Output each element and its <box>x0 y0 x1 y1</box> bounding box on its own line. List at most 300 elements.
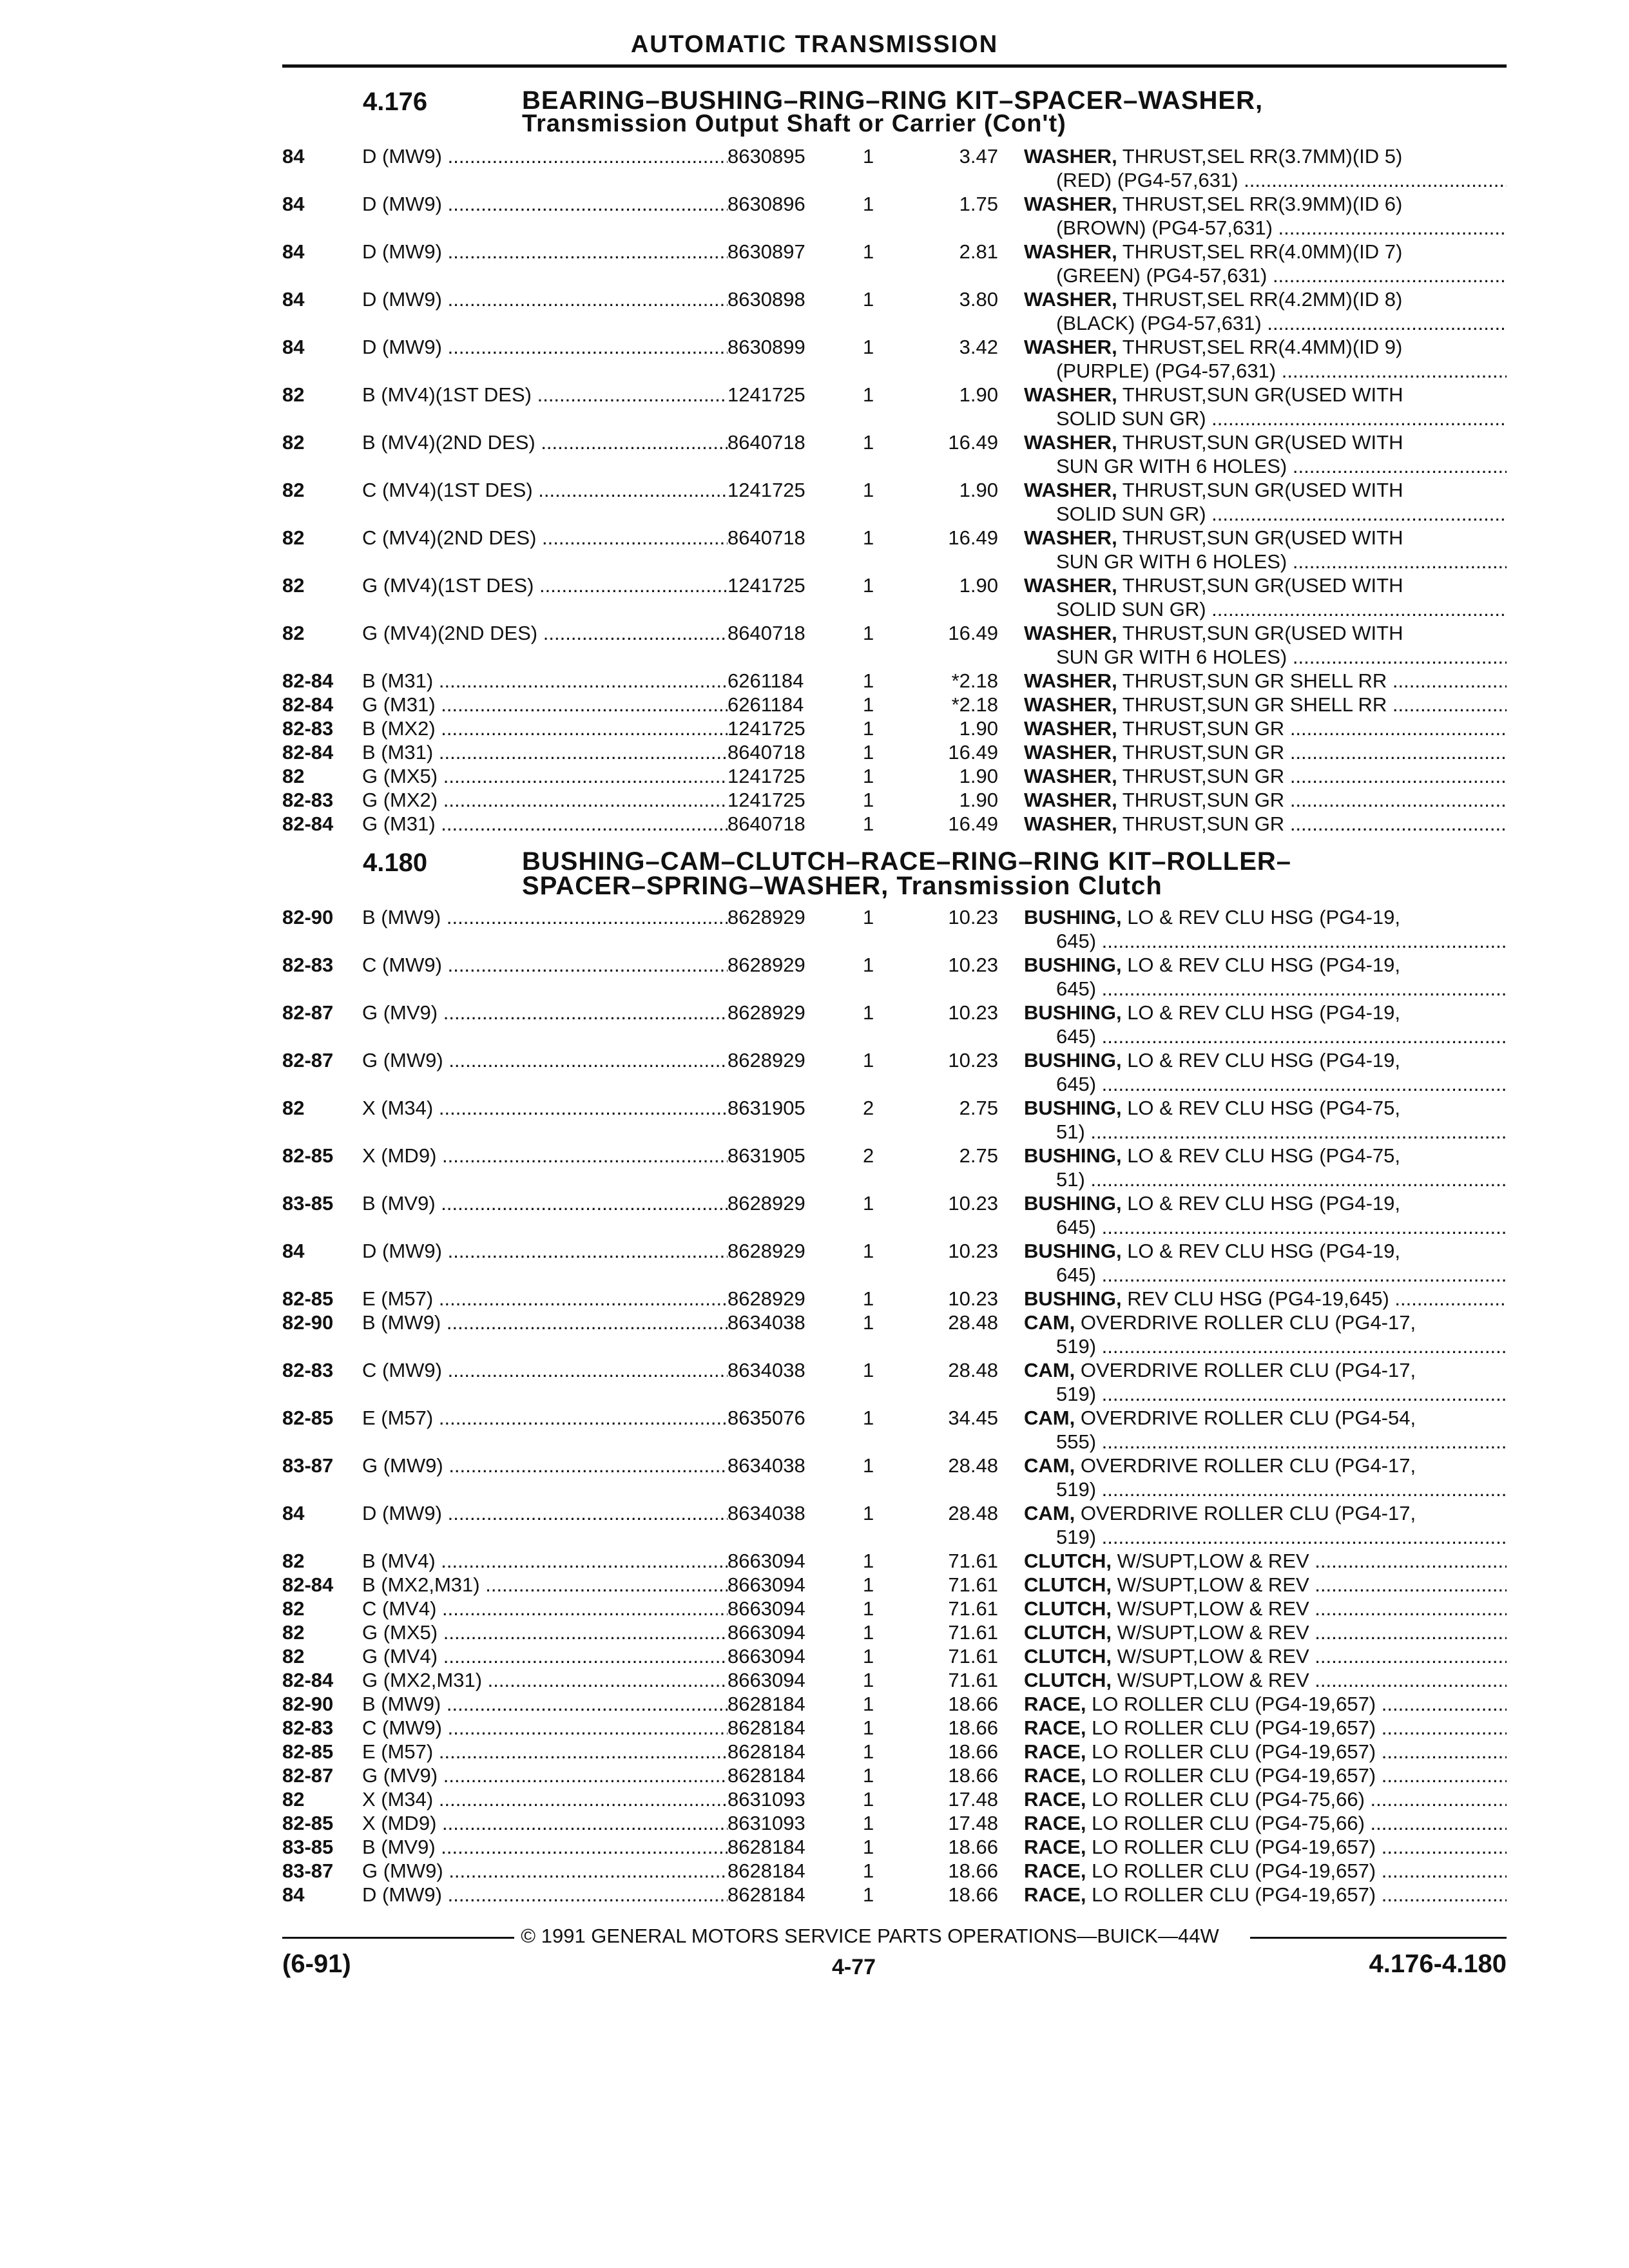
part-name: WASHER, <box>1024 145 1117 168</box>
year-range: 84 <box>282 1502 305 1524</box>
price: 1.90 <box>959 789 998 811</box>
part-detail: LO & REV CLU HSG (PG4-75, <box>1121 1097 1400 1119</box>
table-row <box>282 1835 1507 1859</box>
part-detail: LO & REV CLU HSG (PG4-19, <box>1121 906 1400 928</box>
continuation-text: 51) ..... <box>1056 1168 1507 1191</box>
model-code: D (MW9) ..... <box>362 240 728 264</box>
part-number: 8628184 <box>728 1860 805 1882</box>
model-code: B (M31) ..... <box>362 669 728 693</box>
quantity: 1 <box>863 1454 874 1477</box>
part-description <box>1024 573 1507 597</box>
model-code: X (MD9) ..... <box>362 1144 728 1168</box>
year-range: 82-85 <box>282 1812 334 1834</box>
description-continuation <box>282 1024 1507 1048</box>
part-description <box>1024 1549 1507 1573</box>
part-detail: LO & REV CLU HSG (PG4-19, <box>1121 1192 1400 1215</box>
description-continuation <box>282 216 1507 240</box>
quantity: 1 <box>863 669 874 692</box>
part-detail: THRUST,SUN GR(USED WITH <box>1117 431 1403 454</box>
part-name: BUSHING, <box>1024 1049 1122 1072</box>
model-code: G (MW9) ..... <box>362 1859 728 1883</box>
table-row <box>282 192 1507 216</box>
quantity: 1 <box>863 1764 874 1787</box>
quantity: 1 <box>863 1240 874 1262</box>
quantity: 1 <box>863 765 874 787</box>
year-range: 83-87 <box>282 1454 334 1477</box>
part-detail: LO & REV CLU HSG (PG4-19, <box>1121 1049 1400 1072</box>
model-code: D (MW9) ..... <box>362 1501 728 1525</box>
quantity: 1 <box>863 1502 874 1524</box>
price: 10.23 <box>948 954 998 976</box>
year-range: 83-85 <box>282 1192 334 1215</box>
model-code: D (MW9) ..... <box>362 144 728 168</box>
part-description <box>1024 1311 1507 1334</box>
part-number: 8628929 <box>728 1287 805 1310</box>
table-row <box>282 1763 1507 1787</box>
description-continuation <box>282 1382 1507 1406</box>
year-range: 83-87 <box>282 1860 334 1882</box>
year-range: 82-90 <box>282 1693 334 1715</box>
part-description <box>1024 335 1507 359</box>
table-row <box>282 1644 1507 1668</box>
part-detail: LO ROLLER CLU (PG4-75,66) <box>1086 1788 1365 1811</box>
year-range: 82 <box>282 1645 305 1667</box>
quantity: 1 <box>863 383 874 406</box>
part-name: CLUTCH, <box>1024 1573 1112 1596</box>
part-name: RACE, <box>1024 1764 1086 1787</box>
model-code: B (MV4) ..... <box>362 1549 728 1573</box>
part-description <box>1024 1692 1507 1716</box>
section-subtitle: Transmission Output Shaft or Carrier (Con't) <box>522 110 1066 137</box>
part-name: RACE, <box>1024 1836 1086 1858</box>
table-row <box>282 526 1507 550</box>
part-description <box>1024 1597 1507 1620</box>
description-continuation <box>282 1525 1507 1549</box>
model-code: G (MV4)(2ND DES) ..... <box>362 621 728 645</box>
table-row <box>282 1191 1507 1215</box>
part-name: CAM, <box>1024 1407 1075 1429</box>
part-detail: REV CLU HSG (PG4-19,645) <box>1121 1287 1389 1310</box>
footer-copyright: © 1991 GENERAL MOTORS SERVICE PARTS OPERATIONS—BUICK—44W <box>521 1925 1219 1947</box>
year-range: 82 <box>282 1788 305 1811</box>
quantity: 1 <box>863 479 874 501</box>
year-range: 82 <box>282 1550 305 1572</box>
price: 71.61 <box>948 1550 998 1572</box>
part-description <box>1024 1644 1507 1668</box>
model-code: G (MV4) ..... <box>362 1644 728 1668</box>
year-range: 82-83 <box>282 1716 334 1739</box>
continuation-text: 645) ..... <box>1056 1216 1507 1238</box>
model-code: C (MW9) ..... <box>362 1716 728 1740</box>
part-number: 8628929 <box>728 1049 805 1072</box>
quantity: 1 <box>863 1573 874 1596</box>
table-row <box>282 383 1507 407</box>
part-number: 8628929 <box>728 954 805 976</box>
part-detail: LO ROLLER CLU (PG4-19,657) <box>1086 1836 1376 1858</box>
part-name: CAM, <box>1024 1311 1075 1334</box>
price: 71.61 <box>948 1645 998 1667</box>
part-number: 8634038 <box>728 1359 805 1381</box>
part-description <box>1024 526 1507 550</box>
continuation-text: 645) ..... <box>1056 1025 1507 1048</box>
table-row <box>282 1454 1507 1477</box>
part-description <box>1024 192 1507 216</box>
part-description <box>1024 1501 1507 1525</box>
table-row <box>282 240 1507 264</box>
part-name: RACE, <box>1024 1693 1086 1715</box>
quantity: 1 <box>863 717 874 740</box>
model-code: C (MW9) ..... <box>362 953 728 977</box>
description-continuation <box>282 977 1507 1001</box>
part-name: WASHER, <box>1024 383 1117 406</box>
part-number: 8663094 <box>728 1550 805 1572</box>
model-code: G (MW9) ..... <box>362 1048 728 1072</box>
model-code: G (M31) ..... <box>362 693 728 716</box>
quantity: 1 <box>863 1716 874 1739</box>
price: 1.90 <box>959 479 998 501</box>
part-number: 1241725 <box>728 383 805 406</box>
year-range: 82-83 <box>282 789 334 811</box>
price: 10.23 <box>948 906 998 928</box>
part-description <box>1024 788 1507 812</box>
part-number: 8640718 <box>728 431 805 454</box>
part-description <box>1024 1239 1507 1263</box>
continuation-text: 645) ..... <box>1056 977 1507 1000</box>
part-name: CLUTCH, <box>1024 1621 1112 1644</box>
continuation-text: SUN GR WITH 6 HOLES) ..... <box>1056 646 1507 668</box>
part-number: 6261184 <box>728 669 804 692</box>
price: 3.42 <box>959 336 998 358</box>
continuation-text: 519) ..... <box>1056 1383 1507 1405</box>
continuation-text: 645) ..... <box>1056 930 1507 952</box>
quantity: 1 <box>863 1407 874 1429</box>
year-range: 82 <box>282 1097 305 1119</box>
part-number: 8634038 <box>728 1454 805 1477</box>
footer-rule-right <box>1250 1937 1507 1939</box>
table-row <box>282 716 1507 740</box>
part-number: 8628184 <box>728 1883 805 1906</box>
part-name: WASHER, <box>1024 669 1117 692</box>
part-name: WASHER, <box>1024 622 1117 644</box>
part-number: 8634038 <box>728 1502 805 1524</box>
price: *2.18 <box>951 693 998 716</box>
quantity: 1 <box>863 1597 874 1620</box>
part-name: BUSHING, <box>1024 1287 1122 1310</box>
table-row <box>282 1406 1507 1430</box>
price: 10.23 <box>948 1240 998 1262</box>
quantity: 1 <box>863 622 874 644</box>
year-range: 82-84 <box>282 669 334 692</box>
price: 3.80 <box>959 288 998 311</box>
price: 28.48 <box>948 1311 998 1334</box>
year-range: 82-90 <box>282 1311 334 1334</box>
price: 18.66 <box>948 1883 998 1906</box>
table-row <box>282 1239 1507 1263</box>
description-continuation <box>282 1120 1507 1144</box>
part-detail: W/SUPT,LOW & REV <box>1112 1669 1309 1691</box>
part-name: CAM, <box>1024 1502 1075 1524</box>
year-range: 82 <box>282 1597 305 1620</box>
price: 1.90 <box>959 383 998 406</box>
year-range: 82 <box>282 383 305 406</box>
part-detail: OVERDRIVE ROLLER CLU (PG4-17, <box>1075 1359 1416 1381</box>
part-name: BUSHING, <box>1024 1192 1122 1215</box>
part-description <box>1024 1358 1507 1382</box>
part-description <box>1024 287 1507 311</box>
table-row <box>282 1620 1507 1644</box>
model-code: C (MV4) ..... <box>362 1597 728 1620</box>
part-name: RACE, <box>1024 1716 1086 1739</box>
table-row <box>282 1859 1507 1883</box>
part-description <box>1024 740 1507 764</box>
part-name: WASHER, <box>1024 693 1117 716</box>
quantity: 1 <box>863 145 874 168</box>
part-description <box>1024 1811 1507 1835</box>
continuation-text: SUN GR WITH 6 HOLES) ..... <box>1056 550 1507 573</box>
table-row <box>282 430 1507 454</box>
quantity: 1 <box>863 812 874 835</box>
part-name: WASHER, <box>1024 789 1117 811</box>
model-code: E (M57) ..... <box>362 1740 728 1763</box>
model-code: D (MW9) ..... <box>362 1239 728 1263</box>
part-name: BUSHING, <box>1024 1001 1122 1024</box>
continuation-text: 519) ..... <box>1056 1335 1507 1358</box>
table-row <box>282 144 1507 168</box>
section-range: 4.176-4.180 <box>1369 1950 1507 1978</box>
table-row <box>282 1668 1507 1692</box>
model-code: D (MW9) ..... <box>362 287 728 311</box>
part-detail: THRUST,SUN GR(USED WITH <box>1117 574 1403 597</box>
price: 1.90 <box>959 717 998 740</box>
price: 10.23 <box>948 1287 998 1310</box>
table-row <box>282 1549 1507 1573</box>
part-description <box>1024 1287 1507 1311</box>
quantity: 1 <box>863 1836 874 1858</box>
part-description <box>1024 1573 1507 1597</box>
part-description <box>1024 430 1507 454</box>
table-row <box>282 1096 1507 1120</box>
price: 28.48 <box>948 1502 998 1524</box>
quantity: 1 <box>863 1001 874 1024</box>
price: 18.66 <box>948 1693 998 1715</box>
quantity: 1 <box>863 906 874 928</box>
part-number: 8628184 <box>728 1740 805 1763</box>
part-name: WASHER, <box>1024 240 1117 263</box>
table-row <box>282 1811 1507 1835</box>
model-code: D (MW9) ..... <box>362 192 728 216</box>
continuation-text: 645) ..... <box>1056 1264 1507 1286</box>
description-continuation <box>282 550 1507 573</box>
description-continuation <box>282 454 1507 478</box>
quantity: 1 <box>863 1049 874 1072</box>
year-range: 82 <box>282 431 305 454</box>
part-number: 8663094 <box>728 1573 805 1596</box>
description-continuation <box>282 311 1507 335</box>
table-row <box>282 740 1507 764</box>
part-detail: THRUST,SUN GR(USED WITH <box>1117 479 1403 501</box>
footer-date: (6-91) <box>282 1950 351 1978</box>
table-row <box>282 669 1507 693</box>
quantity: 1 <box>863 1621 874 1644</box>
continuation-text: SUN GR WITH 6 HOLES) ..... <box>1056 455 1507 477</box>
part-number: 8663094 <box>728 1597 805 1620</box>
part-number: 8628184 <box>728 1764 805 1787</box>
part-description <box>1024 905 1507 929</box>
part-number: 8631093 <box>728 1812 805 1834</box>
year-range: 84 <box>282 240 305 263</box>
part-detail: THRUST,SUN GR <box>1117 765 1285 787</box>
part-description <box>1024 383 1507 407</box>
part-number: 8634038 <box>728 1311 805 1334</box>
price: 16.49 <box>948 622 998 644</box>
section-number: 4.176 <box>363 88 428 116</box>
table-row <box>282 1597 1507 1620</box>
continuation-text: SOLID SUN GR) ..... <box>1056 407 1507 430</box>
part-description <box>1024 1668 1507 1692</box>
part-number: 8628929 <box>728 1192 805 1215</box>
price: 18.66 <box>948 1740 998 1763</box>
part-name: CLUTCH, <box>1024 1550 1112 1572</box>
part-detail: THRUST,SEL RR(3.9MM)(ID 6) <box>1117 193 1403 215</box>
part-name: WASHER, <box>1024 336 1117 358</box>
price: 71.61 <box>948 1669 998 1691</box>
part-name: CLUTCH, <box>1024 1645 1112 1667</box>
model-code: D (MW9) ..... <box>362 1883 728 1907</box>
part-description <box>1024 764 1507 788</box>
part-number: 8663094 <box>728 1669 805 1691</box>
part-detail: W/SUPT,LOW & REV <box>1112 1550 1309 1572</box>
part-detail: THRUST,SEL RR(4.0MM)(ID 7) <box>1117 240 1403 263</box>
part-detail: THRUST,SUN GR <box>1117 812 1285 835</box>
year-range: 82 <box>282 574 305 597</box>
quantity: 2 <box>863 1144 874 1167</box>
part-detail: THRUST,SUN GR(USED WITH <box>1117 622 1403 644</box>
price: 18.66 <box>948 1716 998 1739</box>
table-row <box>282 1048 1507 1072</box>
part-number: 1241725 <box>728 765 805 787</box>
part-description <box>1024 1144 1507 1168</box>
continuation-text: (BLACK) (PG4-57,631) ..... <box>1056 312 1507 334</box>
part-detail: THRUST,SUN GR(USED WITH <box>1117 526 1403 549</box>
model-code: B (M31) ..... <box>362 740 728 764</box>
parts-list-section-1 <box>282 144 1507 836</box>
part-description <box>1024 812 1507 836</box>
year-range: 82-84 <box>282 812 334 835</box>
table-row <box>282 1883 1507 1907</box>
quantity: 1 <box>863 1860 874 1882</box>
part-number: 6261184 <box>728 693 804 716</box>
part-number: 8640718 <box>728 741 805 764</box>
part-description <box>1024 478 1507 502</box>
part-detail: THRUST,SUN GR <box>1117 789 1285 811</box>
quantity: 1 <box>863 288 874 311</box>
model-code: X (M34) ..... <box>362 1787 728 1811</box>
parts-list-section-2 <box>282 905 1507 1907</box>
description-continuation <box>282 264 1507 287</box>
part-detail: LO & REV CLU HSG (PG4-19, <box>1121 1240 1400 1262</box>
part-name: RACE, <box>1024 1883 1086 1906</box>
price: 2.81 <box>959 240 998 263</box>
quantity: 1 <box>863 1645 874 1667</box>
year-range: 82-84 <box>282 1573 334 1596</box>
description-continuation <box>282 1477 1507 1501</box>
part-name: WASHER, <box>1024 765 1117 787</box>
table-row <box>282 788 1507 812</box>
part-number: 8628184 <box>728 1716 805 1739</box>
model-code: B (MX2) ..... <box>362 716 728 740</box>
part-description <box>1024 1096 1507 1120</box>
part-description <box>1024 1620 1507 1644</box>
part-description <box>1024 1001 1507 1024</box>
part-description <box>1024 716 1507 740</box>
part-detail: OVERDRIVE ROLLER CLU (PG4-17, <box>1075 1454 1416 1477</box>
part-detail: LO & REV CLU HSG (PG4-19, <box>1121 1001 1400 1024</box>
continuation-text: 51) ..... <box>1056 1120 1507 1143</box>
price: 71.61 <box>948 1621 998 1644</box>
quantity: 1 <box>863 1669 874 1691</box>
part-detail: LO & REV CLU HSG (PG4-19, <box>1121 954 1400 976</box>
part-description <box>1024 669 1507 693</box>
description-continuation <box>282 1072 1507 1096</box>
part-detail: THRUST,SEL RR(4.4MM)(ID 9) <box>1117 336 1403 358</box>
part-number: 8628184 <box>728 1693 805 1715</box>
page-number: 4-77 <box>831 1955 876 1979</box>
year-range: 84 <box>282 193 305 215</box>
quantity: 1 <box>863 526 874 549</box>
part-name: WASHER, <box>1024 812 1117 835</box>
price: 10.23 <box>948 1049 998 1072</box>
part-number: 1241725 <box>728 574 805 597</box>
part-number: 8631905 <box>728 1144 805 1167</box>
price: 2.75 <box>959 1097 998 1119</box>
part-description <box>1024 1740 1507 1763</box>
year-range: 82-84 <box>282 1669 334 1691</box>
price: 18.66 <box>948 1860 998 1882</box>
continuation-text: 519) ..... <box>1056 1526 1507 1548</box>
part-number: 8628929 <box>728 1001 805 1024</box>
page-header: AUTOMATIC TRANSMISSION <box>630 31 999 58</box>
part-name: RACE, <box>1024 1812 1086 1834</box>
part-name: RACE, <box>1024 1788 1086 1811</box>
table-row <box>282 335 1507 359</box>
part-name: CAM, <box>1024 1454 1075 1477</box>
year-range: 82-83 <box>282 1359 334 1381</box>
year-range: 82-84 <box>282 693 334 716</box>
part-number: 8630897 <box>728 240 805 263</box>
continuation-text: 645) ..... <box>1056 1073 1507 1095</box>
table-row <box>282 764 1507 788</box>
part-detail: THRUST,SUN GR <box>1117 717 1285 740</box>
price: 18.66 <box>948 1764 998 1787</box>
table-row <box>282 621 1507 645</box>
table-row <box>282 1573 1507 1597</box>
quantity: 1 <box>863 1693 874 1715</box>
year-range: 82-85 <box>282 1287 334 1310</box>
table-row <box>282 1311 1507 1334</box>
model-code: G (MV9) ..... <box>362 1001 728 1024</box>
model-code: G (MX5) ..... <box>362 764 728 788</box>
year-range: 84 <box>282 288 305 311</box>
part-name: WASHER, <box>1024 574 1117 597</box>
quantity: 1 <box>863 954 874 976</box>
part-detail: LO ROLLER CLU (PG4-19,657) <box>1086 1860 1376 1882</box>
year-range: 82-90 <box>282 906 334 928</box>
year-range: 82-87 <box>282 1764 334 1787</box>
model-code: E (M57) ..... <box>362 1406 728 1430</box>
part-number: 1241725 <box>728 789 805 811</box>
year-range: 83-85 <box>282 1836 334 1858</box>
description-continuation <box>282 1168 1507 1191</box>
